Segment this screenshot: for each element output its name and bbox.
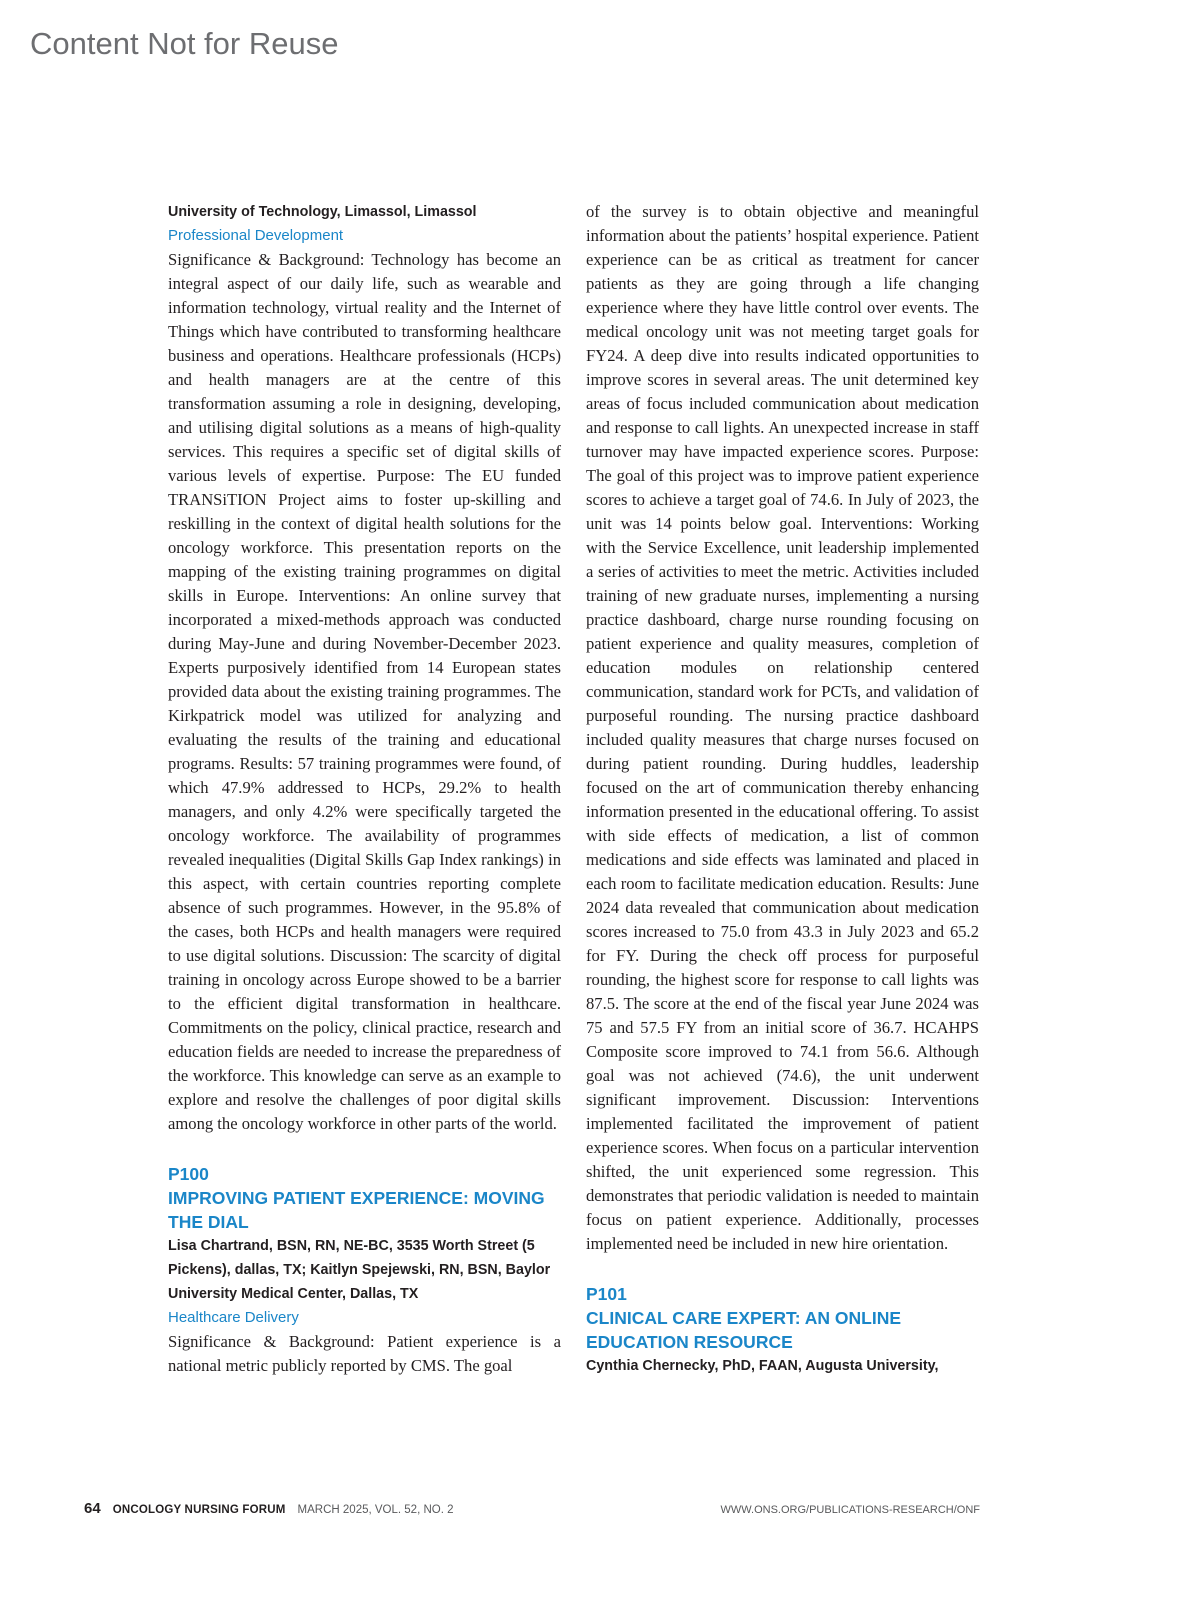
issue-info: MARCH 2025, VOL. 52, NO. 2 xyxy=(297,1504,454,1516)
abstract-category-p100: Healthcare Delivery xyxy=(168,1309,299,1326)
journal-name: ONCOLOGY NURSING FORUM xyxy=(112,1504,286,1516)
right-column xyxy=(586,200,979,1378)
abstract-authors-p100: Lisa Chartrand, BSN, RN, NE-BC, 3535 Worth Street (5 Pickens), dallas, TX; Kaitlyn Spejewski, RN, BSN, Baylor University Medical Center, Dallas, TX xyxy=(168,1238,551,1302)
abstract-title-p101: CLINICAL CARE EXPERT: AN ONLINE EDUCATION RESOURCE xyxy=(586,1308,902,1352)
page-footer xyxy=(84,1500,980,1520)
left-column xyxy=(168,200,561,1378)
abstract-category: Professional Development xyxy=(168,227,344,244)
abstract-body-p100-continued: of the survey is to obtain objective and meaningful information about the patients’ hospital experience. Patient experience can be as critical as treatment for cancer patients as they are going through a life changing experience where they have little control over events. The medical oncology unit was not meeting target goals for FY24. A deep dive into results indicated opportunities to improve scores in several areas. The unit determined key areas of focus included communication about medication and response to call lights. An unexpected increase in staff turnover may have impacted experience scores. Purpose: The goal of this project was to improve patient experience scores to achieve a target goal of 74.6. In July of 2023, the unit was 14 points below goal. Interventions: Working with the Service Excellence, unit leadership implemented a series of activities to meet the metric. Activities included training of new graduate nurses, implementing a nursing practice dashboard, charge nurse rounding focusing on patient experience and quality measures, completion of education modules on relationship centered communication, standard work for PCTs, and validation of purposeful rounding. The nursing practice dashboard included quality measures that charge nurses focused on during patient rounding. During huddles, leadership focused on the art of communication thereby enhancing information presented in the educational offering. To assist with side effects of medication, a list of common medications and side effects was laminated and placed in each room to facilitate medication education. Results: June 2024 data revealed that communication about medication scores increased to 75.0 from 43.3 in July 2023 and 65.2 for FY. During the check off process for purposeful rounding, the highest score for response to call lights was 87.5. The score at the end of the fiscal year June 2024 was 75 and 57.5 FY from an initial score of 36.7. HCAHPS Composite score improved to 74.1 from 56.6. Although goal was not achieved (74.6), the unit underwent significant improvement. Discussion: Interventions implemented facilitated the improvement of patient experience scores. When focus on a particular intervention shifted, the unit experienced some regression. This demonstrates that periodic validation is needed to maintain focus on patient experience. Additionally, processes implemented need be included in new hire orientation. xyxy=(586,202,979,1253)
abstract-body: Significance & Background: Technology has become an integral aspect of our daily life, such as wearable and information technology, virtual reality and the Internet of Things which have contributed to transforming healthcare business and operations. Healthcare professionals (HCPs) and health managers are at the centre of this transformation assuming a role in designing, developing, and utilising digital solutions as a means of high-quality services. This requires a specific set of digital skills of various levels of expertise. Purpose: The EU funded TRANSiTION Project aims to foster up-skilling and reskilling in the context of digital health solutions for the oncology workforce. This presentation reports on the mapping of the existing training programmes on digital skills in Europe. Interventions: An online survey that incorporated a mixed-methods approach was conducted during May-June and during November-December 2023. Experts purposively identified from 14 European states provided data about the existing training programmes. The Kirkpatrick model was utilized for analyzing and evaluating the results of the training and educational programs. Results: 57 training programmes were found, of which 47.9% addressed to HCPs, 29.2% to health managers, and only 4.2% were specifically targeted the oncology workforce. The availability of programmes revealed inequalities (Digital Skills Gap Index rankings) in this aspect, with certain countries reporting complete absence of such programmes. However, in the 95.8% of the cases, both HCPs and health managers were required to use digital solutions. Discussion: The scarcity of digital training in oncology across Europe showed to be a barrier to the efficient digital transformation in healthcare. Commitments on the policy, clinical practice, research and education fields are needed to increase the preparedness of the workforce. This knowledge can serve as an example to explore and resolve the challenges of poor digital skills among the oncology workforce in other parts of the world. xyxy=(168,250,561,1133)
abstract-title-p100: IMPROVING PATIENT EXPERIENCE: MOVING THE DIAL xyxy=(168,1188,545,1232)
journal-url[interactable]: WWW.ONS.ORG/PUBLICATIONS-RESEARCH/ONF xyxy=(720,1504,980,1516)
abstract-affiliation: University of Technology, Limassol, Limassol xyxy=(168,204,477,220)
watermark: Content Not for Reuse xyxy=(30,26,339,61)
page-number: 64 xyxy=(84,1500,101,1517)
abstract-number-p100: P100 xyxy=(168,1164,209,1184)
abstract-number-p101: P101 xyxy=(586,1284,627,1304)
abstract-body-p100-start: Significance & Background: Patient experience is a national metric publicly reported by CMS. The goal xyxy=(168,1332,561,1375)
abstract-authors-p101: Cynthia Chernecky, PhD, FAAN, Augusta University, xyxy=(586,1358,939,1374)
